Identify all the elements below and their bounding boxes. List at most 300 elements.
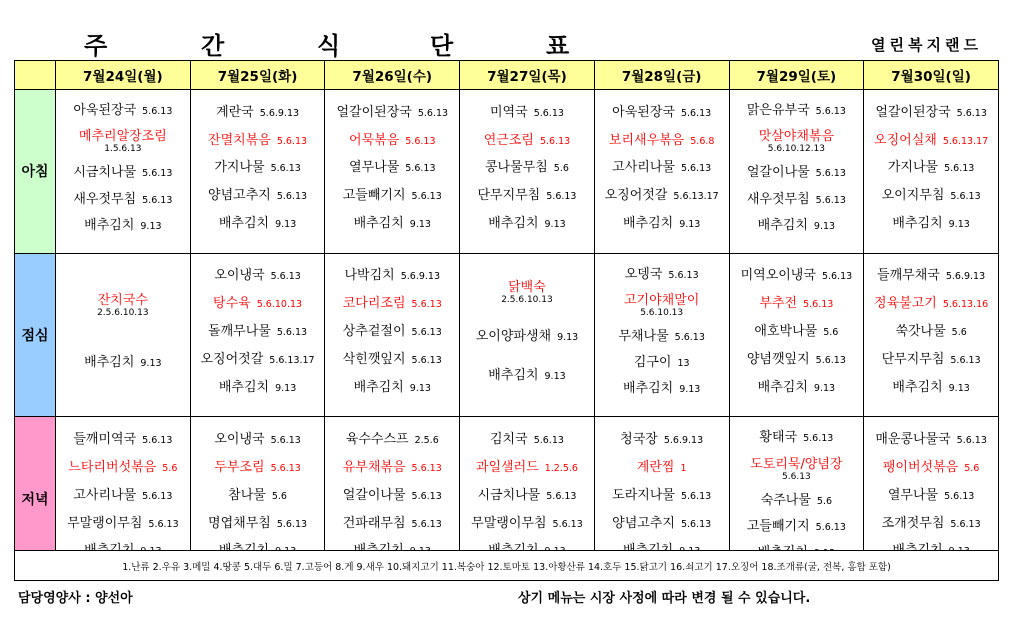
dish-name: 삭힌깻잎지 xyxy=(342,351,406,367)
dish-name: 아욱된장국 xyxy=(73,103,137,119)
allergy-codes: 5.6.13 xyxy=(276,518,308,530)
day-header: 7월28일(금) xyxy=(594,61,729,90)
allergy-codes: 5.6.13 xyxy=(782,471,811,482)
meal-label: 저녁 xyxy=(15,417,56,581)
dish-name: 배추김치 xyxy=(84,355,135,371)
dish-name: 오이냉국 xyxy=(214,432,265,448)
menu-items xyxy=(56,417,190,569)
allergy-codes: 5.6.9.13 xyxy=(259,107,300,119)
allergy-codes: 5.6.10.13 xyxy=(256,299,303,311)
menu-item xyxy=(460,184,594,203)
corner-cell xyxy=(15,61,56,90)
allergy-codes: 5.6.13 xyxy=(270,435,301,447)
allergy-codes: 9.13 xyxy=(409,382,431,394)
menu-cell xyxy=(325,253,460,417)
menu-cell xyxy=(864,253,999,417)
allergy-codes: 9.13 xyxy=(140,220,162,232)
dish-name: 얼갈이나물 xyxy=(342,487,406,503)
allergy-codes: 5.6.9.13 xyxy=(400,271,441,283)
allergy-codes: 5.6.13 xyxy=(680,163,712,175)
allergy-codes: 9.13 xyxy=(679,219,701,231)
allergy-codes: 9.13 xyxy=(409,219,431,231)
menu-item xyxy=(864,212,998,231)
menu-item xyxy=(191,484,325,503)
allergy-codes: 9.13 xyxy=(948,382,970,394)
dish-name: 탕수육 xyxy=(213,296,251,312)
allergy-codes: 5.6.13 xyxy=(270,163,301,175)
menu-item xyxy=(460,484,594,503)
allergy-codes: 5.6.13 xyxy=(276,191,308,203)
menu-items xyxy=(325,90,459,242)
menu-item xyxy=(325,456,459,475)
allergy-codes: 5.6 xyxy=(816,495,833,507)
dish-name: 상추겉절이 xyxy=(342,324,406,340)
menu-item xyxy=(191,156,325,175)
dish-name: 계란국 xyxy=(216,104,254,120)
menu-item xyxy=(191,264,325,283)
menu-item xyxy=(864,456,998,475)
menu-item xyxy=(56,289,190,318)
dish-name: 오뎅국 xyxy=(624,266,663,282)
menu-items xyxy=(460,254,594,406)
menu-items xyxy=(56,90,190,242)
menu-item xyxy=(864,129,998,148)
allergy-codes: 5.6 xyxy=(951,327,967,339)
dish-name: 새우젓무침 xyxy=(746,191,810,207)
dish-name: 배추김치 xyxy=(488,368,539,384)
allergy-codes: 5.6 xyxy=(823,327,839,339)
menu-item xyxy=(191,320,325,339)
dish-name: 새우젓무침 xyxy=(73,191,137,207)
allergy-codes: 5.6.13 xyxy=(821,271,853,283)
menu-item xyxy=(325,376,459,395)
dish-name: 코다리조림 xyxy=(342,296,406,312)
menu-change-notice: 상기 메뉴는 시장 사정에 따라 변경 될 수 있습니다. xyxy=(518,591,811,606)
menu-item xyxy=(191,129,325,148)
allergy-codes: 9.13 xyxy=(140,358,162,370)
allergy-codes: 5.6.13 xyxy=(944,490,975,502)
menu-item xyxy=(191,456,325,475)
allergy-codes: 5.6.13 xyxy=(815,194,846,206)
allergy-codes: 5.6.13 xyxy=(668,269,699,281)
dish-name: 양념고추지 xyxy=(208,188,271,204)
menu-cell xyxy=(325,90,460,254)
menu-item xyxy=(730,376,864,395)
menu-item xyxy=(56,161,190,180)
menu-item xyxy=(595,325,729,344)
dish-name: 오징어젓갈 xyxy=(200,351,264,367)
dish-name: 들깨무채국 xyxy=(877,268,940,284)
menu-item xyxy=(864,184,998,203)
allergy-codes: 5.6.9.13 xyxy=(945,271,986,283)
menu-item xyxy=(730,264,864,283)
menu-items xyxy=(56,254,190,406)
dish-name: 양념고추지 xyxy=(612,515,675,531)
menu-item xyxy=(595,263,729,282)
allergy-codes: 5.6.10.13 xyxy=(640,307,684,318)
allergy-codes: 5.6.13 xyxy=(533,107,564,119)
dish-name: 고사리나물 xyxy=(612,160,675,176)
menu-items xyxy=(191,90,325,242)
allergy-codes: 5.6.13 xyxy=(950,354,981,366)
dish-name: 과일샐러드 xyxy=(475,459,539,475)
menu-items xyxy=(730,417,864,569)
menu-item xyxy=(191,512,325,531)
dish-name: 시금치나물 xyxy=(477,487,541,503)
dish-name: 나박김치 xyxy=(344,268,395,284)
allergy-codes: 5.6.13 xyxy=(142,490,173,502)
menu-cell xyxy=(460,90,595,254)
dish-name: 미역국 xyxy=(490,104,528,120)
menu-item xyxy=(191,101,325,120)
dish-name: 단무지무침 xyxy=(881,351,945,367)
day-header: 7월27일(목) xyxy=(460,61,595,90)
dish-name: 고들빼기지 xyxy=(746,518,810,534)
menu-cell xyxy=(864,90,999,254)
dish-name: 배추김치 xyxy=(218,216,270,232)
menu-item xyxy=(191,376,325,395)
menu-item xyxy=(56,125,190,154)
dish-name: 고기야채말이 xyxy=(623,292,700,308)
menu-items xyxy=(460,417,594,569)
page-title xyxy=(0,26,1014,58)
menu-item xyxy=(864,101,998,120)
menu-item xyxy=(56,456,190,475)
menu-item xyxy=(325,320,459,339)
menu-item xyxy=(595,184,729,203)
dish-name: 정육불고기 xyxy=(874,296,937,312)
dish-name: 배추김치 xyxy=(892,216,943,232)
menu-item xyxy=(191,292,325,311)
allergy-codes: 5.6.13 xyxy=(276,327,308,339)
menu-item xyxy=(730,161,864,180)
menu-item xyxy=(730,348,864,367)
menu-item xyxy=(730,489,864,508)
menu-item xyxy=(595,484,729,503)
menu-item xyxy=(730,214,864,233)
dish-name: 단무지무침 xyxy=(477,188,541,204)
dish-name: 쑥갓나물 xyxy=(895,324,946,340)
dish-name: 미역오이냉국 xyxy=(740,268,816,284)
allergy-codes: 5.6.13 xyxy=(815,521,846,533)
dish-name: 가지나물 xyxy=(887,160,939,176)
menu-items xyxy=(595,417,729,569)
allergy-codes: 9.13 xyxy=(544,219,566,231)
dish-name: 연근조림 xyxy=(483,132,534,148)
menu-item xyxy=(595,101,729,120)
menu-item xyxy=(864,348,998,367)
menu-items xyxy=(191,254,325,406)
dish-name: 건파래무침 xyxy=(342,515,406,531)
dish-name: 오이양파생채 xyxy=(475,329,552,345)
allergy-codes: 5.6.13 xyxy=(950,518,981,530)
dish-name: 열무나물 xyxy=(349,160,400,176)
dish-name: 명엽채무침 xyxy=(208,515,271,531)
allergy-codes: 5.6.13 xyxy=(944,163,975,175)
allergy-codes: 5.6.13 xyxy=(552,518,583,530)
title-char: 단 xyxy=(430,32,454,60)
menu-item xyxy=(730,125,864,154)
dish-name: 애호박나물 xyxy=(754,324,818,340)
menu-item xyxy=(460,364,594,383)
dish-name: 배추김치 xyxy=(622,381,674,397)
menu-item xyxy=(730,453,864,482)
dish-name: 콩나물무침 xyxy=(485,160,548,176)
allergy-codes: 5.6.13 xyxy=(270,462,301,474)
dish-name: 잔치국수 xyxy=(97,292,148,308)
day-header-row xyxy=(15,61,999,90)
dish-name: 배추김치 xyxy=(488,216,539,232)
menu-item xyxy=(191,428,325,447)
menu-cell xyxy=(460,253,595,417)
allergy-codes: 5.6.13 xyxy=(411,354,442,366)
allergy-codes: 5.6.13 xyxy=(276,135,308,147)
dish-name: 유부채볶음 xyxy=(342,459,406,475)
dish-name: 오이냉국 xyxy=(214,268,265,284)
menu-item xyxy=(864,484,998,503)
allergy-codes: 5.6.13 xyxy=(417,107,449,119)
allergy-codes: 9.13 xyxy=(557,332,579,344)
allergy-codes: 5.6.13 xyxy=(411,299,442,311)
day-header: 7월30일(일) xyxy=(864,61,999,90)
allergy-codes: 5.6.13 xyxy=(815,106,846,118)
menu-item xyxy=(864,512,998,531)
allergy-codes: 2.5.6.10.13 xyxy=(501,294,553,305)
menu-item xyxy=(325,129,459,148)
allergy-codes: 5.6.13 xyxy=(411,518,442,530)
allergy-codes: 5.6.13 xyxy=(411,490,442,502)
allergy-codes: 5.6.13 xyxy=(803,433,834,445)
allergy-codes: 9.13 xyxy=(948,219,970,231)
meal-label: 아침 xyxy=(15,90,56,254)
menu-item xyxy=(595,351,729,370)
allergy-codes: 5.6 xyxy=(271,490,287,502)
allergy-codes: 5.6.13 xyxy=(270,271,301,283)
dish-name: 배추김치 xyxy=(892,379,943,395)
menu-item xyxy=(325,264,459,283)
menu-item xyxy=(730,292,864,311)
dietitian-label: 담당영양사 : 양선아 xyxy=(18,591,133,606)
dish-name: 참나물 xyxy=(228,487,266,503)
dish-name: 고사리나물 xyxy=(73,487,137,503)
menu-items xyxy=(595,254,729,406)
dish-name: 부추전 xyxy=(759,296,798,312)
allergy-codes: 5.6.13 xyxy=(815,354,846,366)
allergy-codes: 5.6.13 xyxy=(148,518,179,530)
dish-name: 김구이 xyxy=(633,355,672,371)
dish-name: 오이지무침 xyxy=(881,188,945,204)
menu-item xyxy=(595,156,729,175)
dish-name: 배추김치 xyxy=(622,216,674,232)
dish-name: 가지나물 xyxy=(214,160,265,176)
menu-item xyxy=(325,212,459,231)
menu-body xyxy=(15,90,999,581)
allergy-codes: 9.13 xyxy=(813,220,836,232)
menu-item xyxy=(864,320,998,339)
menu-cell xyxy=(56,90,191,254)
meal-label: 점심 xyxy=(15,253,56,417)
menu-item xyxy=(325,292,459,311)
menu-item xyxy=(864,156,998,175)
weekly-menu-table xyxy=(14,60,999,581)
title-char: 주 xyxy=(84,32,108,60)
allergy-codes: 5.6.9.13 xyxy=(663,435,704,447)
allergy-legend: 1.난류 2.우유 3.메밀 4.땅콩 5.대두 6.밀 7.고등어 8.게 9.새우 10.돼지고기 11.복숭아 12.토마토 13.아황산류 14.호두 15.닭고기 16.쇠고기 17.오징어 18.조개류(굴, 전복, 홍합 포함) xyxy=(14,550,999,581)
dish-name: 메추리알장조림 xyxy=(78,129,167,145)
allergy-codes: 5.6.13.17 xyxy=(673,191,719,203)
dish-name: 오징어젓갈 xyxy=(604,188,668,204)
allergy-codes: 1 xyxy=(680,462,687,474)
menu-item xyxy=(325,348,459,367)
menu-item xyxy=(460,456,594,475)
allergy-codes: 1.5.6.13 xyxy=(104,144,142,155)
dish-name: 맛살야채볶음 xyxy=(758,129,835,145)
dish-name: 도라지나물 xyxy=(612,487,675,503)
menu-item xyxy=(730,99,864,118)
allergy-codes: 5.6.13 xyxy=(680,490,712,502)
allergy-codes: 5.6.13 xyxy=(533,435,564,447)
menu-item xyxy=(325,101,459,120)
meal-row xyxy=(15,253,999,417)
menu-item xyxy=(595,456,729,475)
menu-items xyxy=(864,254,998,406)
day-header: 7월26일(수) xyxy=(325,61,460,90)
dish-name: 김치국 xyxy=(490,432,528,448)
dish-name: 무말랭이무침 xyxy=(471,515,547,531)
day-header: 7월24일(월) xyxy=(56,61,191,90)
allergy-codes: 9.13 xyxy=(275,382,297,394)
menu-item xyxy=(191,212,325,231)
allergy-codes: 13 xyxy=(677,358,690,370)
day-header: 7월25일(화) xyxy=(190,61,325,90)
allergy-codes: 5.6.10.12.13 xyxy=(767,144,825,155)
dish-name: 맑은유부국 xyxy=(746,103,810,119)
menu-items xyxy=(864,90,998,242)
day-header: 7월29일(토) xyxy=(729,61,864,90)
dish-name: 들깨미역국 xyxy=(73,432,137,448)
allergy-codes: 5.6.13 xyxy=(411,191,442,203)
dish-name: 양념깻잎지 xyxy=(746,351,810,367)
dish-name: 계란찜 xyxy=(636,459,675,475)
allergy-codes: 2.5.6 xyxy=(414,435,439,447)
allergy-codes: 5.6.13 xyxy=(142,435,173,447)
dish-name: 느타리버섯볶음 xyxy=(68,459,157,475)
allergy-codes: 5.6.13 xyxy=(803,299,834,311)
allergy-codes: 5.6.13.17 xyxy=(269,354,315,366)
menu-item xyxy=(864,376,998,395)
allergy-codes: 5.6.13 xyxy=(142,168,173,180)
dish-name: 청국장 xyxy=(620,432,658,448)
allergy-codes: 5.6.13 xyxy=(674,332,705,344)
menu-item xyxy=(730,515,864,534)
menu-item xyxy=(325,484,459,503)
menu-item xyxy=(325,156,459,175)
allergy-codes: 9.13 xyxy=(275,219,297,231)
menu-item xyxy=(56,214,190,233)
menu-cell xyxy=(190,253,325,417)
dish-name: 황태국 xyxy=(759,430,798,446)
menu-item xyxy=(56,428,190,447)
menu-item xyxy=(325,512,459,531)
allergy-codes: 1.2.5.6 xyxy=(544,462,578,474)
menu-items xyxy=(864,417,998,569)
dish-name: 보리새우볶음 xyxy=(608,132,685,148)
menu-items xyxy=(325,417,459,569)
menu-item xyxy=(191,348,325,367)
allergy-codes: 5.6.13 xyxy=(539,135,571,147)
dish-name: 얼갈이된장국 xyxy=(336,104,412,120)
menu-items xyxy=(595,90,729,242)
allergy-codes: 5.6.13 xyxy=(411,327,442,339)
dish-name: 도토리묵/양념장 xyxy=(750,456,843,472)
dish-name: 무말랭이무침 xyxy=(67,515,143,531)
allergy-codes: 5.6.13 xyxy=(405,163,436,175)
allergy-codes: 5.6.13 xyxy=(680,518,712,530)
dish-name: 배추김치 xyxy=(218,379,270,395)
allergy-codes: 9.13 xyxy=(544,371,566,383)
menu-cell xyxy=(729,253,864,417)
menu-item xyxy=(460,156,594,175)
menu-cell xyxy=(594,90,729,254)
menu-item xyxy=(730,426,864,445)
dish-name: 배추김치 xyxy=(757,217,808,233)
menu-item xyxy=(730,188,864,207)
dish-name: 고들빼기지 xyxy=(342,188,406,204)
dish-name: 얼갈이된장국 xyxy=(875,104,951,120)
dish-name: 두부조림 xyxy=(214,459,265,475)
allergy-codes: 5.6.13 xyxy=(546,490,577,502)
menu-item xyxy=(730,320,864,339)
menu-item xyxy=(325,428,459,447)
allergy-codes: 5.6.13 xyxy=(956,435,987,447)
meal-row xyxy=(15,90,999,254)
menu-items xyxy=(460,90,594,242)
menu-item xyxy=(460,512,594,531)
dish-name: 얼갈이나물 xyxy=(746,165,810,181)
menu-items xyxy=(325,254,459,406)
allergy-codes: 2.5.6.10.13 xyxy=(97,307,149,318)
dish-name: 숙주나물 xyxy=(760,492,811,508)
dish-name: 조개젓무침 xyxy=(881,515,945,531)
menu-cell xyxy=(190,90,325,254)
allergy-codes: 5.6.13 xyxy=(142,106,173,118)
allergy-codes: 5.6.13.17 xyxy=(942,135,989,147)
dish-name: 시금치나물 xyxy=(73,165,137,181)
allergy-codes: 5.6.8 xyxy=(690,135,715,147)
menu-item xyxy=(460,428,594,447)
dish-name: 팽이버섯볶음 xyxy=(882,459,959,475)
dish-name: 배추김치 xyxy=(353,379,404,395)
menu-item xyxy=(595,512,729,531)
title-char: 표 xyxy=(546,32,570,60)
dish-name: 무채나물 xyxy=(618,329,669,345)
menu-item xyxy=(595,289,729,318)
dish-name: 오징어실채 xyxy=(874,132,937,148)
allergy-codes: 5.6.13 xyxy=(142,194,173,206)
menu-item xyxy=(56,484,190,503)
dish-name: 배추김치 xyxy=(757,379,808,395)
menu-item xyxy=(56,351,190,370)
title-char: 식 xyxy=(317,32,341,60)
menu-items xyxy=(191,417,325,569)
allergy-codes: 5.6.13.16 xyxy=(942,299,989,311)
menu-item xyxy=(460,101,594,120)
organization-name: 열린복지랜드 xyxy=(871,36,982,54)
menu-item xyxy=(325,184,459,203)
allergy-codes: 5.6 xyxy=(553,163,569,175)
menu-item xyxy=(460,325,594,344)
allergy-codes: 5.6 xyxy=(162,462,178,474)
